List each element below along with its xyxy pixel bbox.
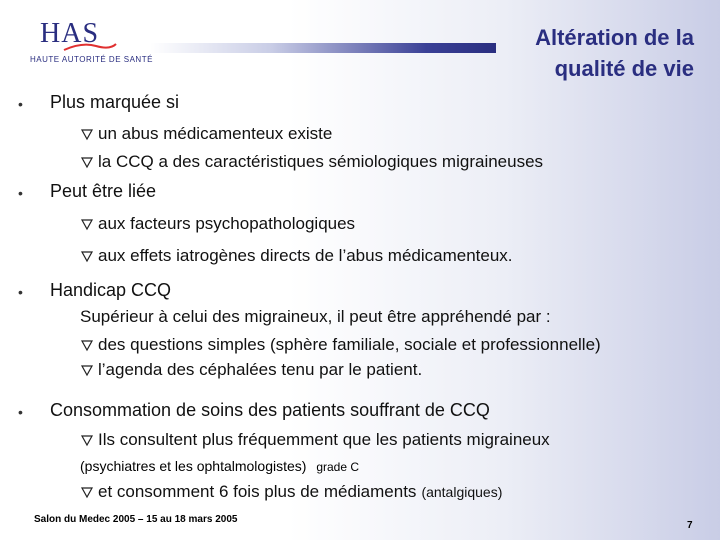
bullet: • [18,404,23,420]
list-item-text: aux facteurs psychopathologiques [98,214,356,233]
list-item [80,360,422,380]
triangle-down-outline-icon [80,485,94,499]
list-item-text: l’agenda des céphalées tenu par le patient. [98,360,423,379]
title-line-2: qualité de vie [554,56,694,81]
triangle-down-outline-icon [80,338,94,352]
list-item-text: et consomment 6 fois plus de médiaments [98,482,417,501]
note-text: (psychiatres et les ophtalmologistes) [80,458,307,474]
section-2-heading: Peut être liée [50,181,157,201]
list-item [80,124,332,144]
list-item-text: Ils consultent plus fréquemment que les patients migraineux [98,430,550,449]
list-item [80,246,513,266]
footer-event: Salon du Medec 2005 – 15 au 18 mars 2005 [34,514,238,525]
triangle-down-outline-icon [80,433,94,447]
list-item [80,482,502,502]
logo-swoosh-icon [62,40,118,54]
note-line [80,458,359,474]
list-item [80,430,550,450]
page-number: 7 [687,520,693,531]
triangle-down-outline-icon [80,155,94,169]
triangle-down-outline-icon [80,217,94,231]
bullet: • [18,96,23,112]
grade-label: grade C [316,460,360,474]
triangle-down-outline-icon [80,249,94,263]
list-item-text: des questions simples (sphère familiale, sociale et professionnelle) [98,335,601,354]
list-item [80,335,601,355]
list-item-text: un abus médicamenteux existe [98,124,333,143]
triangle-down-outline-icon [80,363,94,377]
section-3-heading: Handicap CCQ [50,280,172,300]
section-1-heading: Plus marquée si [50,92,180,112]
logo-wordmark: HAS [40,18,100,49]
header-bar [150,43,496,53]
list-item-text: aux effets iatrogènes directs de l’abus médicamenteux. [98,246,513,265]
list-item [80,152,543,172]
section-3-intro: Supérieur à celui des migraineux, il peut être appréhendé par : [80,307,551,326]
list-item-note: (antalgiques) [421,484,503,500]
section-4-heading: Consommation de soins des patients souffrant de CCQ [50,400,490,420]
logo-tagline: HAUTE AUTORITÉ DE SANTÉ [30,55,153,64]
bullet: • [18,185,23,201]
list-item-text: la CCQ a des caractéristiques sémiologiques migraineuses [98,152,544,171]
slide-title [464,22,694,84]
triangle-down-outline-icon [80,127,94,141]
title-line-1: Altération de la [535,25,694,50]
list-item [80,214,355,234]
bullet: • [18,284,23,300]
